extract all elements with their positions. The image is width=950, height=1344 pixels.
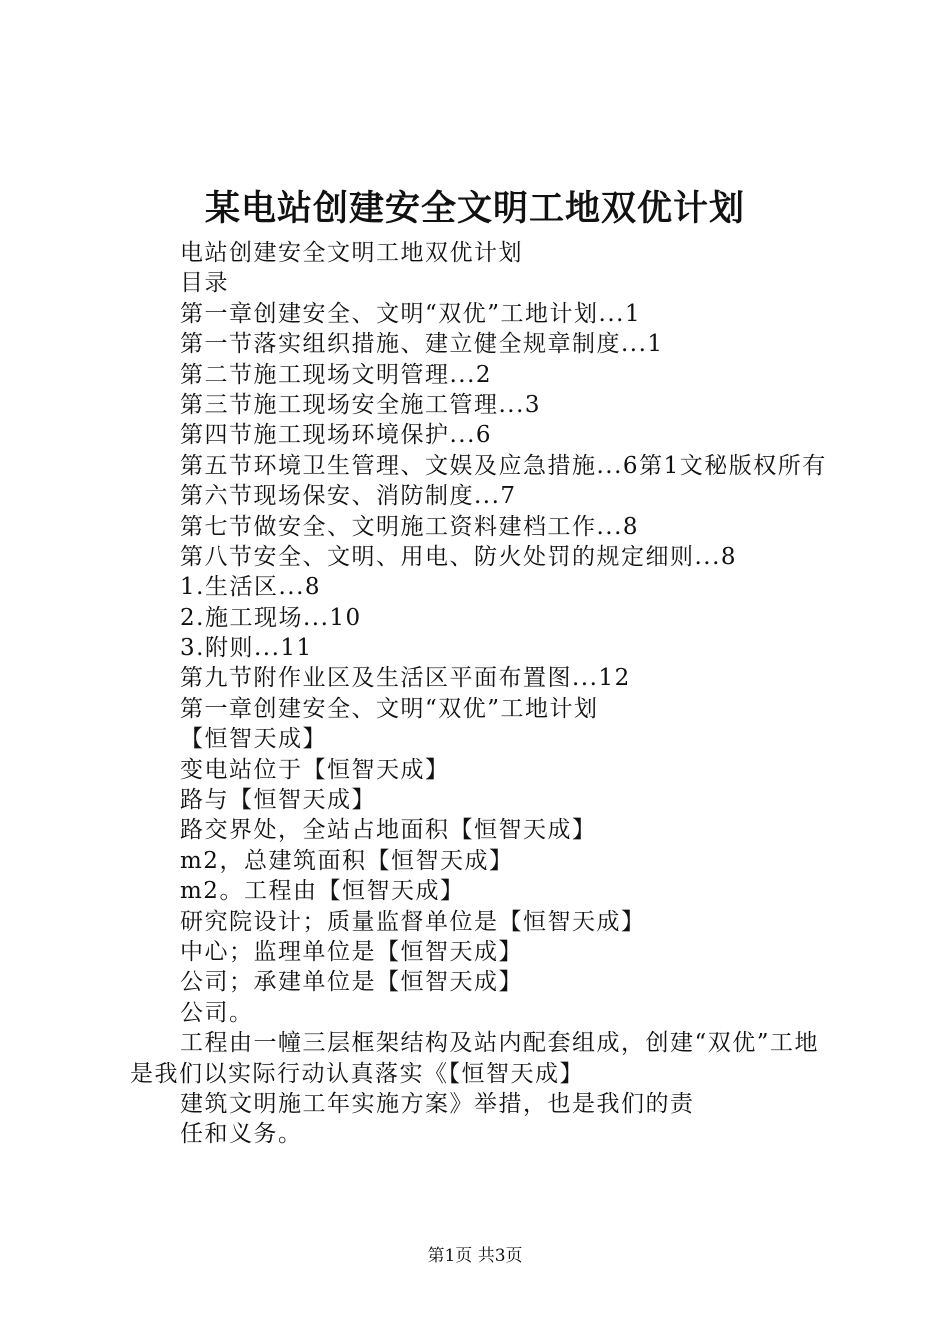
text-line: 建筑文明施工年实施方案》举措，也是我们的责 [180, 1090, 695, 1117]
toc-entry: 第六节现场保安、消防制度...7 [180, 483, 517, 510]
toc-entry: 第七节做安全、文明施工资料建档工作...8 [180, 513, 640, 540]
text-line: m2，总建筑面积【恒智天成】 [180, 847, 514, 874]
text-line: 中心；监理单位是【恒智天成】 [180, 939, 523, 965]
text-line: 变电站位于【恒智天成】 [180, 756, 450, 783]
text-line: 路与【恒智天成】 [180, 787, 376, 814]
toc-entry: 3.附则...11 [180, 635, 313, 662]
text-line: 电站创建安全文明工地双优计划 [180, 240, 523, 266]
text-line: m2。工程由【恒智天成】 [180, 878, 465, 905]
paragraph: 工程由一幢三层框架结构及站内配套组成，创建“双优”工地是我们以实际行动认真落实《【恒智天成】 [130, 1030, 820, 1087]
toc-entry: 第五节环境卫生管理、文娱及应急措施...6第1文秘版权所有 [180, 452, 827, 479]
toc-entry: 第三节施工现场安全施工管理...3 [180, 391, 542, 418]
toc-entry: 第一章创建安全、文明“双优”工地计划...1 [180, 300, 642, 327]
toc-entry: 第二节施工现场文明管理...2 [180, 361, 493, 388]
toc-entry: 2.施工现场...10 [180, 604, 362, 631]
toc-entry: 1.生活区...8 [180, 574, 322, 601]
text-line: 任和义务。 [180, 1121, 303, 1148]
text-line: 公司；承建单位是【恒智天成】 [180, 969, 523, 996]
text-line: 公司。 [180, 999, 254, 1026]
text-line: 路交界处，全站占地面积【恒智天成】 [180, 817, 597, 844]
toc-entry: 第四节施工现场环境保护...6 [180, 422, 493, 449]
toc-entry: 第九节附作业区及生活区平面布置图...12 [180, 665, 631, 692]
section-heading: 第一章创建安全、文明“双优”工地计划 [180, 695, 599, 722]
document-title: 某电站创建安全文明工地双优计划 [204, 188, 745, 229]
page-footer: 第1页 共3页 [427, 1246, 523, 1266]
text-line: 【恒智天成】 [180, 726, 327, 753]
text-line: 目录 [180, 270, 229, 297]
toc-entry: 第一节落实组织措施、建立健全规章制度...1 [180, 331, 664, 358]
text-line: 研究院设计；质量监督单位是【恒智天成】 [180, 908, 646, 935]
document-body [130, 238, 830, 1150]
toc-entry: 第八节安全、文明、用电、防火处罚的规定细则...8 [180, 543, 738, 570]
